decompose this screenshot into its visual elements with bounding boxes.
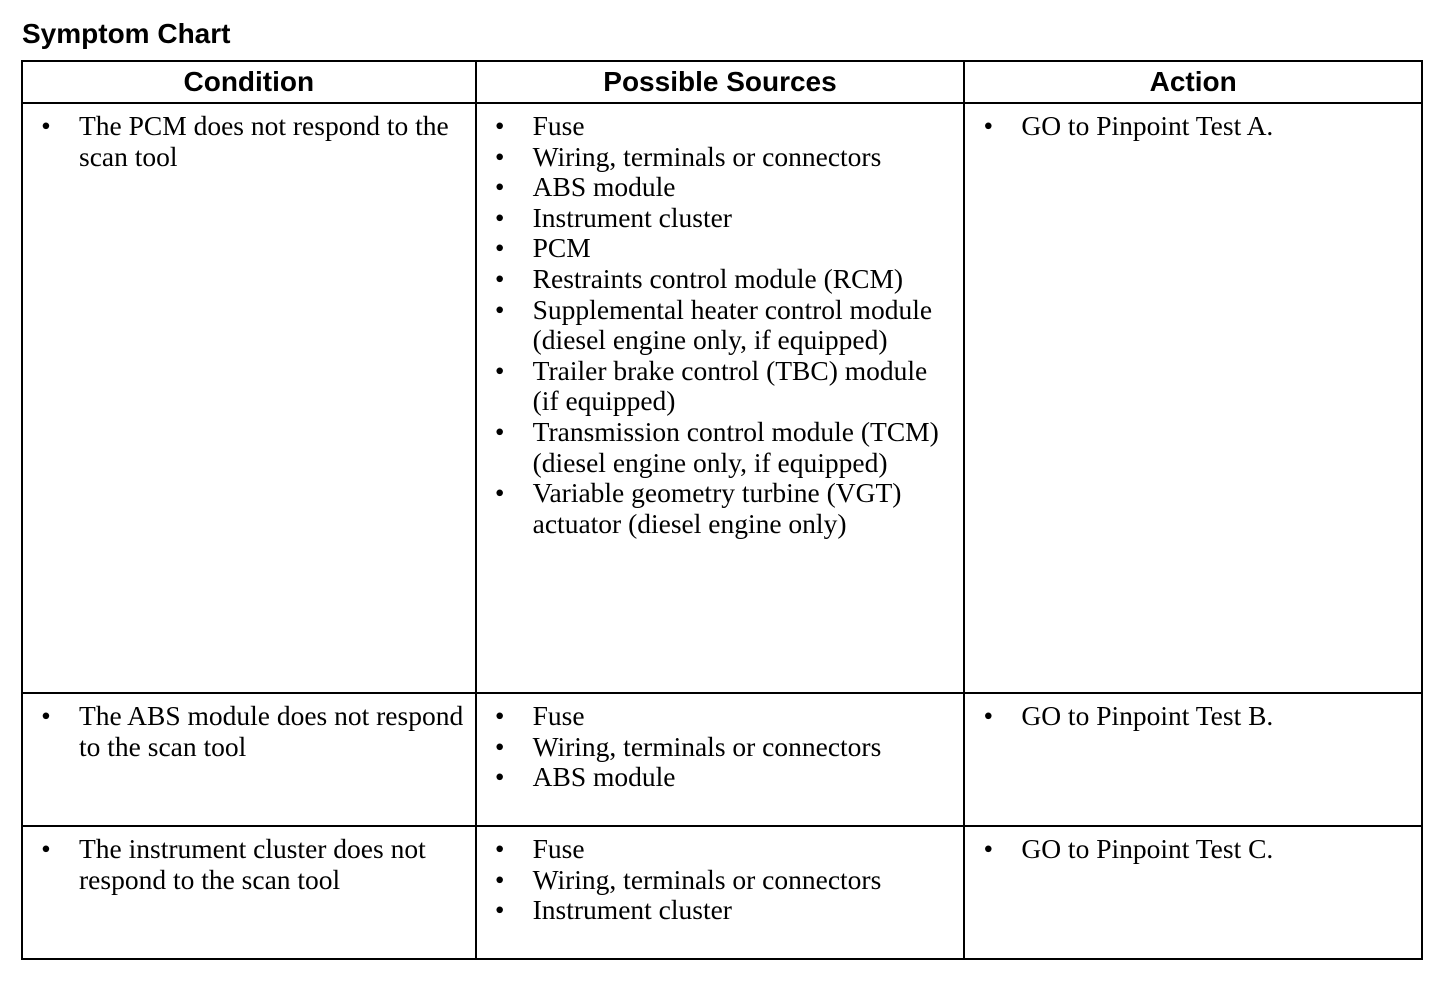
list-item — [477, 356, 954, 417]
symptom-chart-table — [21, 60, 1423, 960]
source-text: Variable geometry turbine (VGT) actuator (diesel engine only) — [532, 477, 902, 539]
source-text: Fuse — [532, 110, 585, 141]
list-item — [23, 111, 465, 172]
bullet-icon: • — [494, 293, 505, 325]
bullet-icon: • — [494, 863, 505, 895]
bullet-icon: • — [494, 171, 505, 203]
source-text: Trailer brake control (TBC) module (if equipped) — [532, 354, 928, 417]
bullet-icon: • — [494, 415, 505, 447]
source-text: ABS module — [532, 171, 676, 203]
action-text: GO to Pinpoint Test B. — [1021, 700, 1274, 731]
list-item — [477, 417, 954, 478]
condition-cell — [22, 826, 476, 959]
bullet-icon: • — [983, 110, 994, 141]
list-item — [477, 295, 954, 356]
action-list — [965, 104, 1421, 145]
condition-list — [23, 827, 475, 898]
header-condition: Condition — [22, 61, 476, 103]
bullet-icon: • — [494, 140, 505, 172]
sources-list — [477, 827, 964, 929]
action-list — [965, 827, 1421, 868]
table-row — [22, 826, 1422, 959]
source-text: Wiring, terminals or connectors — [532, 863, 882, 895]
sources-list — [477, 694, 964, 796]
source-text: Fuse — [532, 700, 585, 731]
bullet-icon: • — [983, 700, 994, 731]
action-cell — [964, 693, 1422, 826]
condition-text: The instrument cluster does not respond to the scan tool — [79, 833, 426, 895]
action-cell — [964, 826, 1422, 959]
bullet-icon: • — [41, 833, 51, 864]
bullet-icon: • — [494, 262, 505, 294]
action-text: GO to Pinpoint Test C. — [1021, 833, 1274, 864]
sources-cell — [476, 826, 965, 959]
table-row — [22, 103, 1422, 693]
source-text: Instrument cluster — [532, 201, 732, 233]
bullet-icon: • — [494, 761, 505, 793]
list-item — [477, 172, 954, 203]
page-title: Symptom Chart — [22, 18, 231, 49]
bullet-icon: • — [494, 730, 505, 762]
bullet-icon: • — [494, 833, 505, 864]
list-item — [477, 233, 954, 264]
source-text: Instrument cluster — [532, 894, 732, 926]
condition-text: The ABS module does not respond to the scan tool — [79, 700, 464, 762]
source-text: Wiring, terminals or connectors — [532, 140, 882, 172]
source-text: PCM — [532, 232, 591, 264]
source-text: Wiring, terminals or connectors — [532, 730, 882, 762]
list-item — [23, 701, 465, 762]
list-item — [965, 111, 1411, 142]
list-item — [477, 865, 954, 896]
list-item — [477, 203, 954, 234]
bullet-icon: • — [983, 833, 994, 864]
table-header-row — [22, 61, 1422, 103]
list-item — [477, 701, 954, 732]
list-item — [965, 701, 1411, 732]
header-possible-sources: Possible Sources — [476, 61, 965, 103]
list-item — [23, 834, 465, 895]
sources-list — [477, 104, 964, 542]
list-item — [477, 142, 954, 173]
condition-list — [23, 104, 475, 175]
condition-text: The PCM does not respond to the scan tool — [79, 110, 449, 172]
bullet-icon: • — [41, 110, 51, 141]
table-row — [22, 693, 1422, 826]
sources-cell — [476, 693, 965, 826]
action-cell — [964, 103, 1422, 693]
list-item — [477, 264, 954, 295]
bullet-icon: • — [494, 201, 505, 233]
bullet-icon: • — [494, 354, 505, 386]
action-list — [965, 694, 1421, 735]
list-item — [477, 762, 954, 793]
bullet-icon: • — [494, 232, 505, 264]
list-item — [477, 895, 954, 926]
list-item — [477, 732, 954, 763]
header-action: Action — [964, 61, 1422, 103]
sources-cell — [476, 103, 965, 693]
source-text: ABS module — [532, 761, 676, 793]
list-item — [965, 834, 1411, 865]
source-text: Supplemental heater control module (diesel engine only, if equipped) — [532, 293, 933, 356]
list-item — [477, 111, 954, 142]
bullet-icon: • — [494, 477, 505, 509]
condition-cell — [22, 693, 476, 826]
bullet-icon: • — [494, 110, 505, 141]
source-text: Fuse — [532, 833, 585, 864]
bullet-icon: • — [494, 700, 505, 731]
action-text: GO to Pinpoint Test A. — [1021, 110, 1274, 141]
condition-list — [23, 694, 475, 765]
source-text: Transmission control module (TCM) (diesel engine only, if equipped) — [532, 415, 939, 478]
source-text: Restraints control module (RCM) — [532, 262, 904, 294]
bullet-icon: • — [41, 700, 51, 731]
condition-cell — [22, 103, 476, 693]
bullet-icon: • — [494, 894, 505, 926]
list-item — [477, 478, 954, 539]
list-item — [477, 834, 954, 865]
